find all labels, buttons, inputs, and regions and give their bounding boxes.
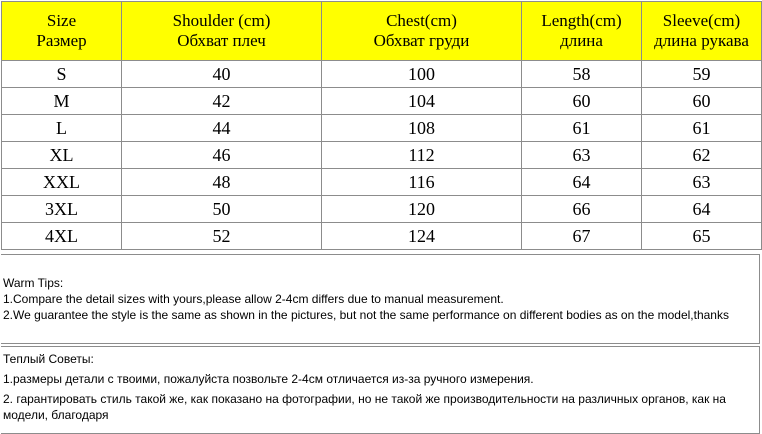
warm-tips-line-2: 2.We guarantee the style is the same as shown in the pictures, but not the same performance on different bodies as on the model,thanks <box>3 308 729 322</box>
table-row <box>2 169 762 196</box>
chest-cell: 116 <box>322 169 522 196</box>
header-shoulder <box>122 2 322 61</box>
length-cell: 67 <box>522 223 642 250</box>
size-chart-table <box>1 1 762 250</box>
header-length-ru: длина <box>560 31 603 50</box>
shoulder-cell: 46 <box>122 142 322 169</box>
length-cell: 58 <box>522 61 642 88</box>
table-row <box>2 88 762 115</box>
sleeve-cell: 63 <box>642 169 762 196</box>
warm-tips-title: Warm Tips: <box>3 276 64 290</box>
shoulder-cell: 48 <box>122 169 322 196</box>
chest-cell: 108 <box>322 115 522 142</box>
size-cell: 4XL <box>2 223 122 250</box>
chest-cell: 104 <box>322 88 522 115</box>
shoulder-cell: 44 <box>122 115 322 142</box>
header-row <box>2 2 762 61</box>
shoulder-cell: 52 <box>122 223 322 250</box>
chest-cell: 124 <box>322 223 522 250</box>
table-row <box>2 61 762 88</box>
header-chest <box>322 2 522 61</box>
header-size-en: Size <box>46 11 77 30</box>
chest-cell: 100 <box>322 61 522 88</box>
table-row <box>2 142 762 169</box>
sleeve-cell: 64 <box>642 196 762 223</box>
header-sleeve-ru: длина рукава <box>654 31 749 50</box>
warm-tips-line-1: 1.Compare the detail sizes with yours,please allow 2-4cm differs due to manual measurement. <box>3 292 504 306</box>
warm-tips-line-2-ru: 2. гарантировать стиль такой же, как показано на фотографии, но не такой же производительности на различных органов, как на модели, благодаря <box>3 392 726 422</box>
chest-cell: 120 <box>322 196 522 223</box>
length-cell: 61 <box>522 115 642 142</box>
length-cell: 64 <box>522 169 642 196</box>
header-chest-en: Chest(cm) <box>386 11 457 30</box>
table-row <box>2 115 762 142</box>
size-cell: M <box>2 88 122 115</box>
table-row <box>2 196 762 223</box>
size-cell: L <box>2 115 122 142</box>
shoulder-cell: 50 <box>122 196 322 223</box>
sleeve-cell: 60 <box>642 88 762 115</box>
warm-tips-russian <box>1 346 760 434</box>
header-length <box>522 2 642 61</box>
table-row <box>2 223 762 250</box>
warm-tips-title-ru: Теплый Советы: <box>3 352 94 366</box>
length-cell: 60 <box>522 88 642 115</box>
header-length-en: Length(cm) <box>541 11 622 30</box>
size-cell: XL <box>2 142 122 169</box>
chest-cell: 112 <box>322 142 522 169</box>
size-cell: XXL <box>2 169 122 196</box>
header-sleeve-en: Sleeve(cm) <box>662 11 741 30</box>
size-cell: S <box>2 61 122 88</box>
warm-tips-line-1-ru: 1.размеры детали с твоими, пожалуйста позвольте 2-4см отличается из-за ручного измерения. <box>3 372 534 386</box>
shoulder-cell: 42 <box>122 88 322 115</box>
header-chest-ru: Обхват груди <box>373 31 470 50</box>
length-cell: 63 <box>522 142 642 169</box>
header-size <box>2 2 122 61</box>
length-cell: 66 <box>522 196 642 223</box>
warm-tips-english <box>1 254 760 344</box>
header-size-ru: Размер <box>36 31 87 50</box>
sleeve-cell: 59 <box>642 61 762 88</box>
header-shoulder-ru: Обхват плеч <box>177 31 266 50</box>
shoulder-cell: 40 <box>122 61 322 88</box>
header-sleeve <box>642 2 762 61</box>
sleeve-cell: 61 <box>642 115 762 142</box>
header-shoulder-en: Shoulder (cm) <box>172 11 271 30</box>
sleeve-cell: 62 <box>642 142 762 169</box>
sleeve-cell: 65 <box>642 223 762 250</box>
size-cell: 3XL <box>2 196 122 223</box>
